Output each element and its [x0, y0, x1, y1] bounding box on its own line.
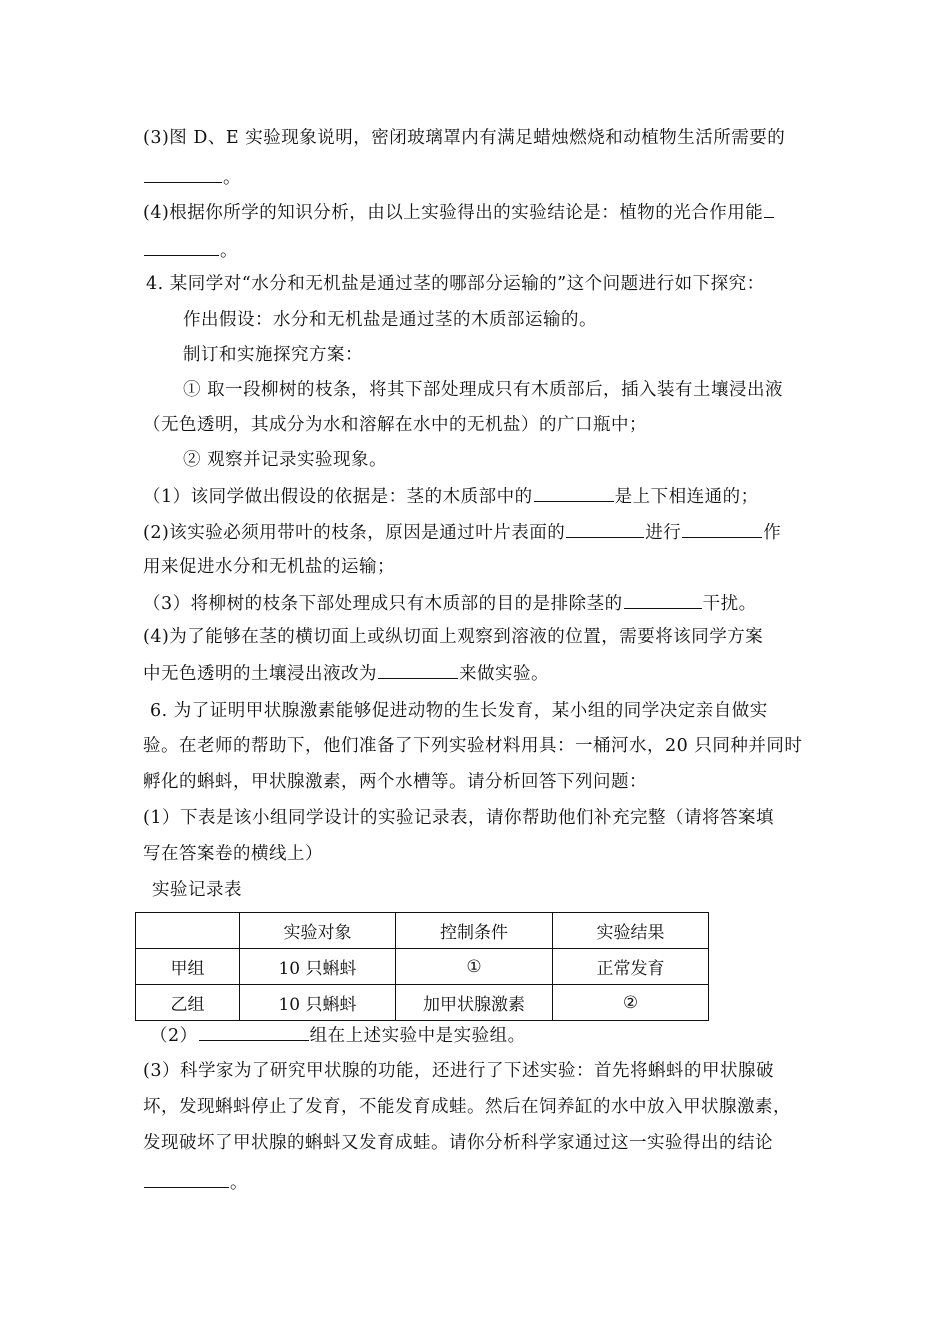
q6-item3-line1: (3）科学家为了研究甲状腺的功能，还进行了下述实验：首先将蝌蚪的甲状腺破: [143, 1061, 774, 1081]
q3-item4-line2: 。: [143, 237, 238, 263]
q6-intro-line3: 孵化的蝌蚪，甲状腺激素，两个水槽等。请分析回答下列问题：: [143, 772, 647, 792]
q4-hypothesis: 作出假设：水分和无机盐是通过茎的木质部运输的。: [183, 310, 597, 330]
table-header-cell: 实验结果: [553, 913, 709, 949]
table-cell: 10 只蝌蚪: [240, 949, 396, 985]
q6-intro-line2: 验。在老师的帮助下，他们准备了下列实验材料用具：一桶河水，20 只同种并同时: [143, 736, 803, 756]
table-cell: 正常发育: [553, 949, 709, 985]
answer-blank[interactable]: [624, 590, 702, 609]
table-row: [136, 985, 709, 1021]
q4-item4-line1: (4)为了能够在茎的横切面上或纵切面上观察到溶液的位置，需要将该同学方案: [143, 627, 764, 647]
q4-item2-line2: 用来促进水分和无机盐的运输；: [143, 557, 395, 577]
q6-item1-line2: 写在答案卷的横线上）: [143, 844, 323, 864]
q4-item4-line2: 中无色透明的土壤浸出液改为 来做实验。: [143, 660, 549, 686]
q6-item3-line4: 。: [143, 1169, 248, 1195]
table-row: [136, 949, 709, 985]
q6-item3-line3: 发现破坏了甲状腺的蝌蚪又发育成蛙。请你分析科学家通过这一实验得出的结论: [143, 1133, 773, 1153]
q4-item1: （1）该同学做出假设的依据是：茎的木质部中的 是上下相连通的；: [143, 483, 759, 509]
q4-intro: 4. 某同学对“水分和无机盐是通过茎的哪部分运输的”这个问题进行如下探究：: [146, 274, 765, 294]
answer-blank[interactable]: [566, 519, 644, 538]
answer-blank[interactable]: [764, 199, 774, 218]
answer-blank[interactable]: [534, 483, 614, 502]
table-header-cell: 控制条件: [396, 913, 553, 949]
q3-item3-line2: 。: [143, 164, 241, 190]
table-cell: 甲组: [136, 949, 240, 985]
table-cell: 乙组: [136, 985, 240, 1021]
q4-step2: ② 观察并记录实验现象。: [183, 450, 388, 470]
q6-item1-line1: (1）下表是该小组同学设计的实验记录表，请你帮助他们补充完整（请将答案填: [143, 808, 774, 828]
q6-table-caption: 实验记录表: [152, 880, 242, 900]
q3-item3-line1: (3)图 D、E 实验现象说明，密闭玻璃罩内有满足蜡烛燃烧和动植物生活所需要的: [143, 128, 786, 148]
table-cell: ②: [553, 985, 709, 1021]
q6-intro-line1: 6. 为了证明甲状腺激素能够促进动物的生长发育，某小组的同学决定亲自做实: [150, 701, 768, 721]
q4-step1-line1: ① 取一段柳树的枝条，将其下部处理成只有木质部后，插入装有土壤浸出液: [183, 380, 784, 400]
q6-item2: （2） 组在上述实验中是实验组。: [150, 1022, 526, 1048]
table-header-row: [136, 913, 709, 949]
q4-item2-line1: (2)该实验必须用带叶的枝条，原因是通过叶片表面的 进行 作: [143, 519, 781, 545]
answer-blank[interactable]: [378, 660, 458, 679]
experiment-record-table: [135, 912, 709, 1021]
table-cell: ①: [396, 949, 553, 985]
answer-blank[interactable]: [144, 237, 219, 256]
q4-plan-title: 制订和实施探究方案：: [183, 345, 363, 365]
table-header-cell: [136, 913, 240, 949]
q3-item4-line1: (4)根据你所学的知识分析，由以上实验得出的实验结论是：植物的光合作用能: [143, 199, 775, 225]
table-header-cell: 实验对象: [240, 913, 396, 949]
answer-blank[interactable]: [199, 1022, 309, 1041]
q4-item3: （3）将柳树的枝条下部处理成只有木质部的目的是排除茎的 干扰。: [143, 590, 757, 616]
table-cell: 加甲状腺激素: [396, 985, 553, 1021]
q4-step1-line2: （无色透明，其成分为水和溶解在水中的无机盐）的广口瓶中；: [143, 415, 647, 435]
answer-blank[interactable]: [682, 519, 762, 538]
answer-blank[interactable]: [144, 164, 222, 183]
table-cell: 10 只蝌蚪: [240, 985, 396, 1021]
answer-blank[interactable]: [144, 1169, 229, 1188]
q6-item3-line2: 坏，发现蝌蚪停止了发育，不能发育成蛙。然后在饲养缸的水中放入甲状腺激素，: [143, 1097, 791, 1117]
